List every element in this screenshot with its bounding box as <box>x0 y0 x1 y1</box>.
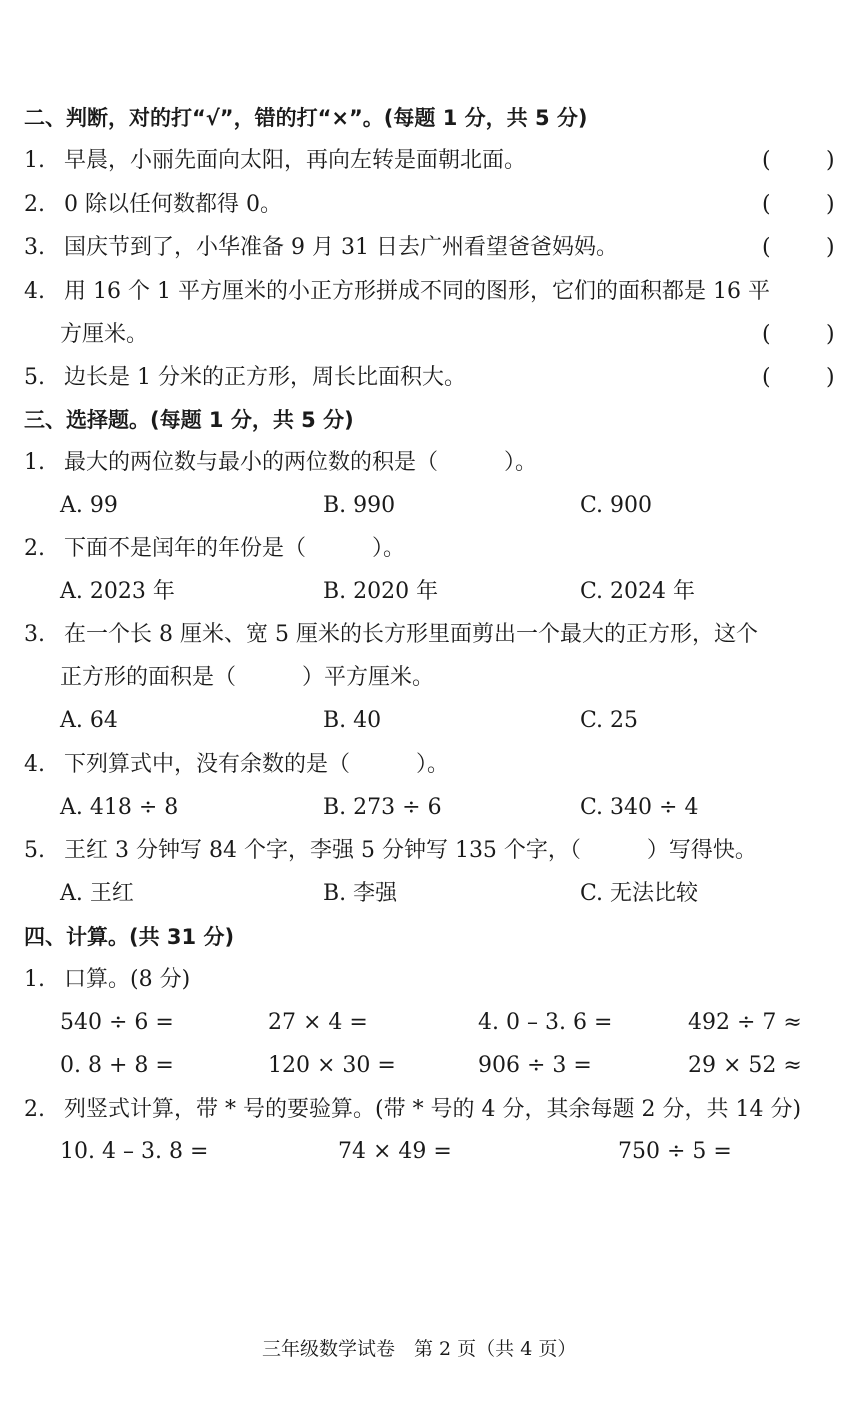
section-2-heading: 二、判断，对的打“√”，错的打“×”。(每题 1 分，共 5 分) <box>24 106 588 130</box>
section-4-heading: 四、计算。(共 31 分) <box>24 925 235 949</box>
item-number: 2. <box>24 192 45 217</box>
question-number: 3. <box>24 622 45 647</box>
item-text: 0 除以任何数都得 0。 <box>64 192 282 217</box>
option-c[interactable]: C. 25 <box>580 708 639 733</box>
option-a[interactable]: A. 64 <box>60 708 118 733</box>
question-number: 4. <box>24 752 45 777</box>
oral-calc-item: 0. 8 + 8 = <box>60 1053 174 1078</box>
option-a[interactable]: A. 418 ÷ 8 <box>60 795 179 820</box>
vertical-calc-item: 10. 4 – 3. 8 = <box>60 1139 209 1164</box>
oral-calc-item: 492 ÷ 7 ≈ <box>688 1010 802 1035</box>
section-3-heading: 三、选择题。(每题 1 分，共 5 分) <box>24 408 354 432</box>
question-text: 下列算式中，没有余数的是（ ）。 <box>64 752 450 777</box>
vertical-calc-item: 74 × 49 = <box>338 1139 452 1164</box>
question-text: 口算。(8 分) <box>64 967 191 992</box>
paren-close: ) <box>826 235 835 260</box>
item-text: 边长是 1 分米的正方形，周长比面积大。 <box>64 365 466 390</box>
option-a[interactable]: A. 99 <box>60 493 118 518</box>
paren-open: ( <box>762 148 771 173</box>
option-b[interactable]: B. 990 <box>323 493 396 518</box>
question-text: 最大的两位数与最小的两位数的积是（ ）。 <box>64 450 538 475</box>
judge-item-1 <box>24 146 526 176</box>
page-footer: 三年级数学试卷 第 2 页（共 4 页） <box>262 1338 577 1360</box>
question-number: 5. <box>24 838 45 863</box>
judge-item-5 <box>24 363 466 393</box>
vertical-calc-item: 750 ÷ 5 = <box>618 1139 732 1164</box>
item-text: 国庆节到了，小华准备 9 月 31 日去广州看望爸爸妈妈。 <box>64 235 618 260</box>
option-b[interactable]: B. 273 ÷ 6 <box>323 795 442 820</box>
choice-question-5 <box>24 836 757 866</box>
oral-calc-item: 29 × 52 ≈ <box>688 1053 802 1078</box>
paren-open: ( <box>762 235 771 260</box>
item-number: 4. <box>24 279 45 304</box>
item-text: 用 16 个 1 平方厘米的小正方形拼成不同的图形，它们的面积都是 16 平 <box>64 279 770 304</box>
option-a[interactable]: A. 2023 年 <box>60 579 175 604</box>
paren-close: ) <box>826 148 835 173</box>
option-b[interactable]: B. 40 <box>323 708 382 733</box>
judge-item-3 <box>24 233 618 263</box>
choice-question-4 <box>24 750 449 780</box>
option-a[interactable]: A. 王红 <box>60 881 134 906</box>
oral-calc-item: 906 ÷ 3 = <box>478 1053 592 1078</box>
paren-open: ( <box>762 192 771 217</box>
oral-calc-item: 27 × 4 = <box>268 1010 368 1035</box>
choice-question-2 <box>24 534 405 564</box>
paren-open: ( <box>762 322 771 347</box>
question-number: 2. <box>24 536 45 561</box>
oral-calc-item: 120 × 30 = <box>268 1053 396 1078</box>
item-number: 3. <box>24 235 45 260</box>
question-number: 1. <box>24 967 45 992</box>
calc-question-2 <box>24 1095 801 1125</box>
paren-open: ( <box>762 365 771 390</box>
option-c[interactable]: C. 900 <box>580 493 653 518</box>
option-b[interactable]: B. 李强 <box>323 881 398 906</box>
choice-question-1 <box>24 448 537 478</box>
item-number: 5. <box>24 365 45 390</box>
question-text: 王红 3 分钟写 84 个字，李强 5 分钟写 135 个字，（ ）写得快。 <box>64 838 757 863</box>
question-text: 在一个长 8 厘米、宽 5 厘米的长方形里面剪出一个最大的正方形，这个 <box>64 622 758 647</box>
calc-question-1 <box>24 965 190 995</box>
oral-calc-item: 540 ÷ 6 = <box>60 1010 174 1035</box>
choice-question-3-continuation: 正方形的面积是（ ）平方厘米。 <box>60 665 435 690</box>
question-number: 1. <box>24 450 45 475</box>
question-text: 列竖式计算，带 * 号的要验算。(带 * 号的 4 分，其余每题 2 分，共 14 分) <box>64 1097 802 1122</box>
paren-close: ) <box>826 192 835 217</box>
choice-question-3 <box>24 620 758 650</box>
question-number: 2. <box>24 1097 45 1122</box>
judge-item-4-continuation: 方厘米。 <box>60 322 149 347</box>
option-c[interactable]: C. 340 ÷ 4 <box>580 795 699 820</box>
option-b[interactable]: B. 2020 年 <box>323 579 439 604</box>
judge-item-2 <box>24 190 282 220</box>
item-number: 1. <box>24 148 45 173</box>
option-c[interactable]: C. 无法比较 <box>580 881 699 906</box>
question-text: 下面不是闰年的年份是（ ）。 <box>64 536 406 561</box>
oral-calc-item: 4. 0 – 3. 6 = <box>478 1010 613 1035</box>
paren-close: ) <box>826 322 835 347</box>
option-c[interactable]: C. 2024 年 <box>580 579 696 604</box>
item-text: 早晨，小丽先面向太阳，再向左转是面朝北面。 <box>64 148 527 173</box>
paren-close: ) <box>826 365 835 390</box>
judge-item-4 <box>24 277 770 307</box>
